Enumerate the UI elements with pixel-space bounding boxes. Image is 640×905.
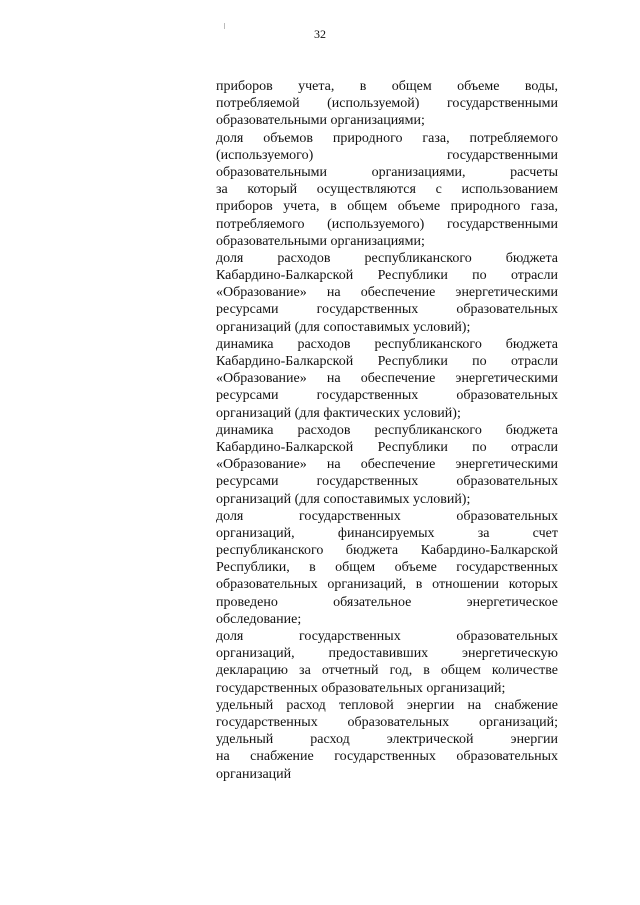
text-line: образовательными организациями, расчеты: [216, 164, 558, 180]
text-line: за который осуществляются с использованием: [216, 182, 558, 198]
text-line: организаций (для сопоставимых условий);: [216, 491, 471, 507]
text-line: динамика расходов республиканского бюджета: [216, 336, 558, 352]
text-line: образовательных организаций, в отношении которых: [216, 577, 558, 593]
text-line: динамика расходов республиканского бюджета: [216, 422, 558, 438]
text-line: ресурсами государственных образовательных: [216, 474, 558, 490]
text-line: обследование;: [216, 611, 302, 627]
text-line: организаций (для фактических условий);: [216, 405, 461, 421]
text-line: образовательными организациями;: [216, 113, 425, 129]
text-line: удельный расход электрической энергии: [216, 732, 558, 748]
text-line: доля государственных образовательных: [216, 629, 558, 644]
text-line: организаций: [216, 766, 292, 782]
page-number: 32: [314, 27, 326, 41]
text-line: ресурсами государственных образовательных: [216, 388, 558, 404]
text-line: доля расходов республиканского бюджета: [216, 250, 558, 266]
text-line: ресурсами государственных образовательных: [216, 302, 558, 318]
text-line: потребляемой (используемой) государственными: [216, 96, 558, 112]
text-line: удельный расход тепловой энергии на снабжение: [216, 697, 558, 713]
text-line: приборов учета, в общем объеме природного газа,: [216, 199, 558, 215]
text-line: «Образование» на обеспечение энергетическими: [216, 457, 558, 473]
text-line: Кабардино-Балкарской Республики по отрасли: [216, 268, 558, 284]
text-line: государственных образовательных организаций;: [216, 680, 506, 696]
text-line: образовательными организациями;: [216, 233, 425, 249]
text-line: Кабардино-Балкарской Республики по отрасли: [216, 439, 558, 455]
text-line: на снабжение государственных образовательных: [216, 749, 558, 765]
text-line: декларацию за отчетный год, в общем количестве: [216, 663, 558, 679]
text-line: проведено обязательное энергетическое: [216, 594, 558, 610]
text-line: организаций, предоставивших энергетическую: [216, 646, 558, 662]
text-line: доля объемов природного газа, потребляемого: [216, 130, 558, 146]
indicator-list-text: [216, 78, 558, 783]
text-line: «Образование» на обеспечение энергетическими: [216, 371, 558, 387]
text-line: доля государственных образовательных: [216, 508, 558, 524]
text-line: приборов учета, в общем объеме воды,: [216, 79, 558, 94]
text-line: организаций, финансируемых за счет: [216, 525, 558, 541]
text-line: (используемого) государственными: [216, 147, 558, 163]
text-line: организаций (для сопоставимых условий);: [216, 319, 471, 335]
text-line: Республики, в общем объеме государственных: [216, 560, 558, 576]
text-line: государственных образовательных организаций;: [216, 714, 558, 730]
text-line: «Образование» на обеспечение энергетическими: [216, 285, 558, 301]
text-line: потребляемого (используемого) государственными: [216, 216, 558, 232]
text-line: республиканского бюджета Кабардино-Балкарской: [216, 543, 558, 559]
text-line: Кабардино-Балкарской Республики по отрасли: [216, 354, 558, 369]
